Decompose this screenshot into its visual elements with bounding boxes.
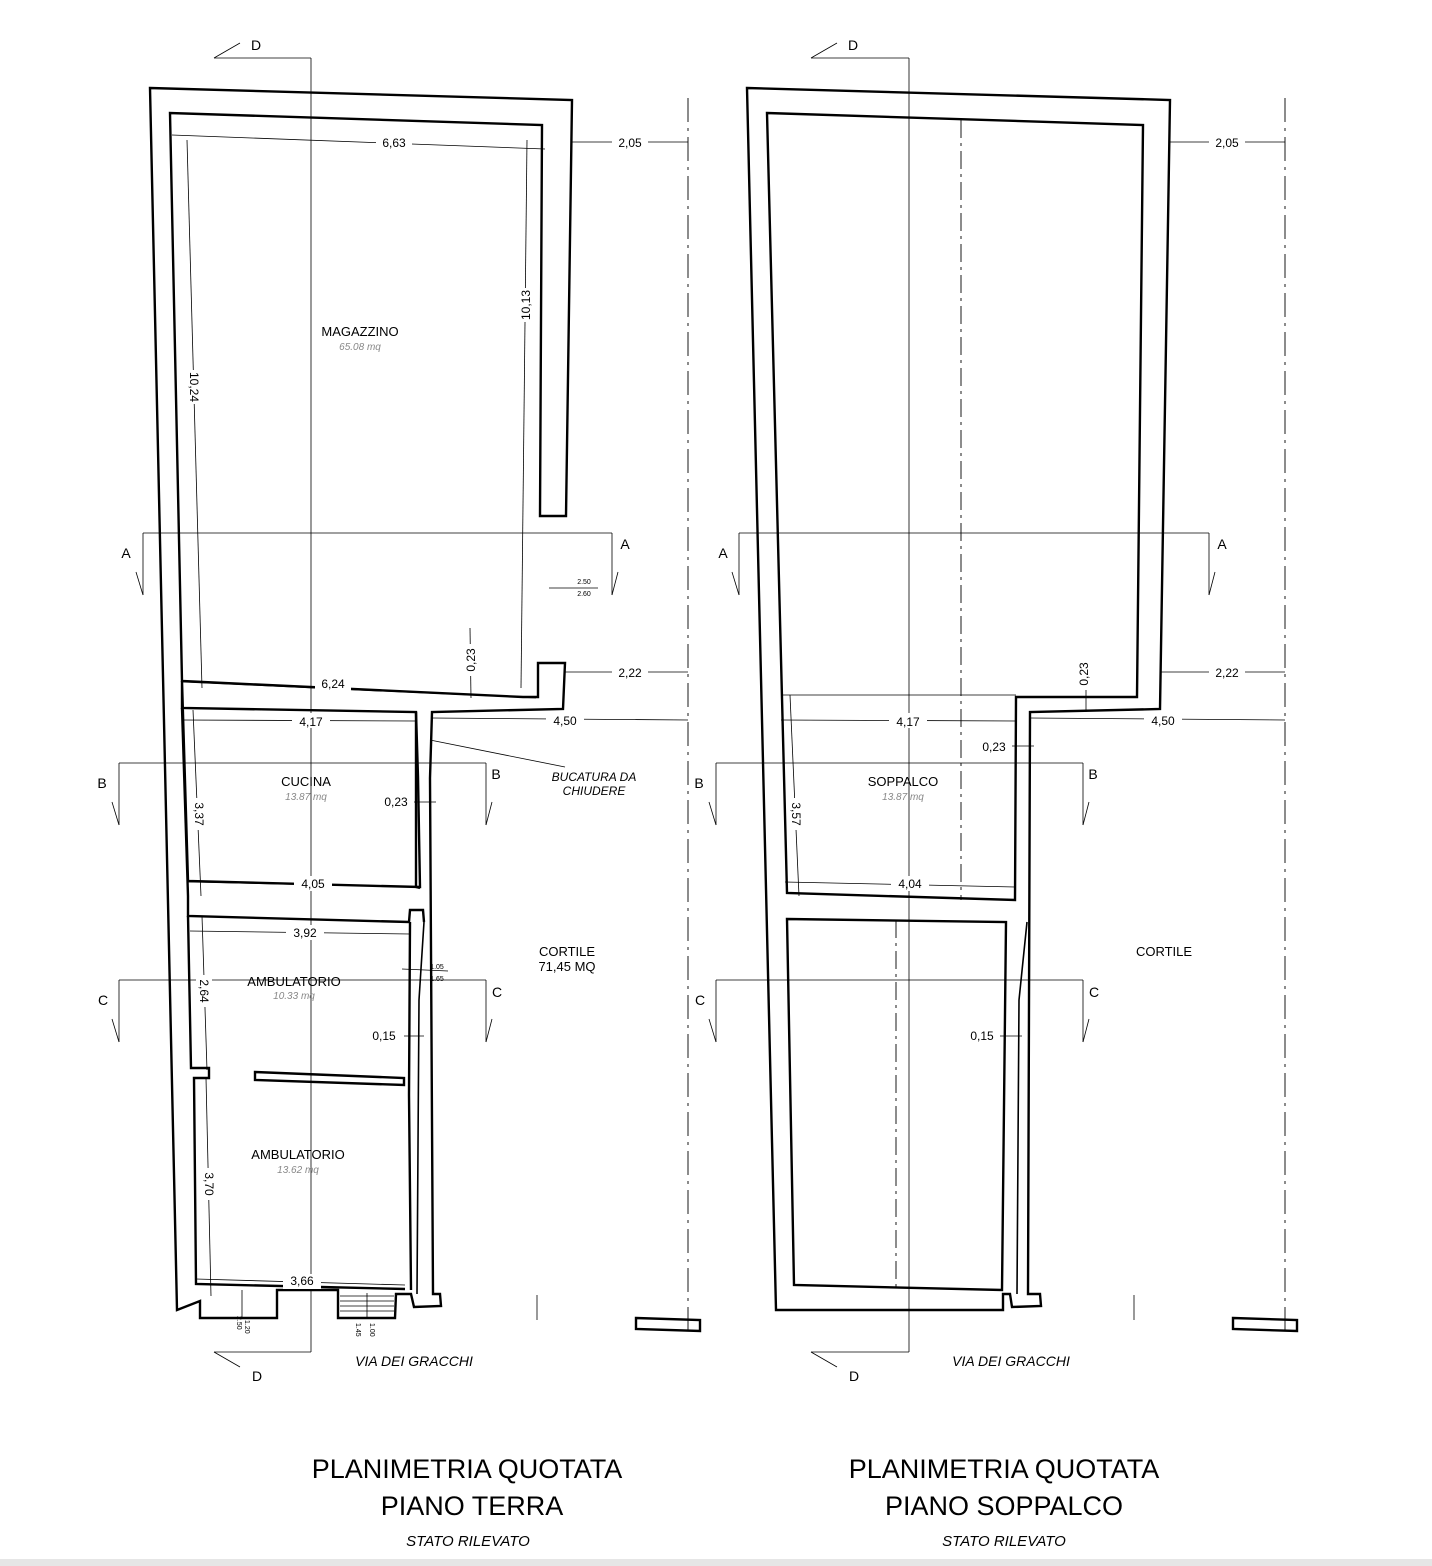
svg-text:0,23: 0,23 <box>1077 662 1091 686</box>
svg-text:0,23: 0,23 <box>464 648 478 672</box>
outer-wall <box>150 88 572 1318</box>
svg-text:0,15: 0,15 <box>970 1029 994 1043</box>
svg-text:13.62 mq: 13.62 mq <box>277 1165 319 1176</box>
section-d-label-bottom: D <box>251 1368 263 1384</box>
svg-text:3,66: 3,66 <box>290 1274 314 1288</box>
room-soppalco: SOPPALCO <box>867 774 939 789</box>
svg-text:1.00: 1.00 <box>368 1323 375 1337</box>
street-name: VIA DEI GRACCHI <box>952 1353 1070 1369</box>
svg-text:1.45: 1.45 <box>354 1323 361 1337</box>
svg-text:D: D <box>847 37 859 53</box>
svg-text:B: B <box>491 766 501 782</box>
svg-text:B: B <box>97 775 107 791</box>
svg-text:13.87 mq: 13.87 mq <box>285 792 327 803</box>
svg-text:65.08 mq: 65.08 mq <box>339 342 381 353</box>
svg-text:10.33 mq: 10.33 mq <box>273 991 315 1002</box>
dimension-texts <box>789 134 1245 1043</box>
svg-text:B: B <box>694 775 704 791</box>
svg-text:2,64: 2,64 <box>197 979 211 1003</box>
svg-text:4,05: 4,05 <box>301 877 325 891</box>
section-a-marker <box>718 533 1227 595</box>
svg-text:C: C <box>694 992 706 1008</box>
partition-wall <box>255 1072 404 1085</box>
svg-text:3,37: 3,37 <box>192 802 206 826</box>
svg-text:C: C <box>1088 984 1100 1000</box>
street-name: VIA DEI GRACCHI <box>355 1353 473 1369</box>
svg-text:0,15: 0,15 <box>372 1029 396 1043</box>
room-ambulatorio-1: AMBULATORIO <box>247 974 341 989</box>
svg-text:6,24: 6,24 <box>321 677 345 691</box>
section-d-label-top: D <box>250 37 262 53</box>
svg-text:A: A <box>718 545 728 561</box>
plan1-subtitle: STATO RILEVATO <box>406 1533 530 1550</box>
plan-piano-terra <box>97 37 700 1384</box>
section-d-marker <box>811 37 909 1384</box>
svg-text:4,17: 4,17 <box>896 715 920 729</box>
room-ambulatorio-2: AMBULATORIO <box>251 1147 345 1162</box>
svg-text:1.65: 1.65 <box>430 976 444 983</box>
neighbour-wall <box>1233 1318 1297 1331</box>
svg-text:4,17: 4,17 <box>299 715 323 729</box>
svg-text:10,13: 10,13 <box>519 289 533 321</box>
plan2-subtitle: STATO RILEVATO <box>942 1533 1066 1550</box>
svg-text:2,05: 2,05 <box>618 136 642 150</box>
svg-text:B: B <box>1088 766 1098 782</box>
svg-text:D: D <box>848 1368 860 1384</box>
svg-text:A: A <box>1217 536 1227 552</box>
svg-text:3,57: 3,57 <box>789 802 803 826</box>
svg-text:3,70: 3,70 <box>202 1172 216 1196</box>
svg-text:71,45 MQ: 71,45 MQ <box>538 959 596 974</box>
svg-text:A: A <box>620 536 630 552</box>
note-bucatura: BUCATURA DA <box>551 770 637 784</box>
section-c-marker <box>695 980 1099 1042</box>
svg-text:4,50: 4,50 <box>1151 714 1175 728</box>
plan2-title-line2: PIANO SOPPALCO <box>884 1491 1124 1521</box>
svg-text:4,04: 4,04 <box>898 877 922 891</box>
plan1-title-line1: PLANIMETRIA QUOTATA <box>311 1454 623 1484</box>
neighbour-wall <box>636 1318 700 1331</box>
room-cortile: CORTILE <box>538 944 596 959</box>
lower-opening <box>787 919 1006 1290</box>
svg-text:2,05: 2,05 <box>1215 136 1239 150</box>
svg-text:2,22: 2,22 <box>618 666 642 680</box>
svg-text:1.20: 1.20 <box>243 1320 250 1334</box>
svg-text:6,63: 6,63 <box>382 136 406 150</box>
svg-text:C: C <box>491 984 503 1000</box>
plan-piano-soppalco <box>694 37 1297 1384</box>
svg-text:2,22: 2,22 <box>1215 666 1239 680</box>
room-cortile: CORTILE <box>1135 944 1193 959</box>
svg-text:2.50: 2.50 <box>577 579 591 586</box>
svg-text:A: A <box>121 545 131 561</box>
svg-text:3,92: 3,92 <box>293 926 317 940</box>
room-magazzino: MAGAZZINO <box>321 324 399 339</box>
svg-text:CHIUDERE: CHIUDERE <box>562 784 626 798</box>
outer-wall <box>747 88 1170 1310</box>
room-cucina: CUCINA <box>281 774 331 789</box>
svg-text:1.05: 1.05 <box>430 964 444 971</box>
titles <box>312 1454 1160 1550</box>
mezzanine-opening <box>767 113 1143 900</box>
dimension-lines <box>172 135 688 1318</box>
svg-text:C: C <box>97 992 109 1008</box>
plan2-title-line1: PLANIMETRIA QUOTATA <box>848 1454 1160 1484</box>
svg-text:4,50: 4,50 <box>553 714 577 728</box>
bottom-strip <box>0 1559 1432 1566</box>
svg-text:0,23: 0,23 <box>384 795 408 809</box>
svg-text:2.50: 2.50 <box>235 1316 242 1330</box>
plan1-title-line2: PIANO TERRA <box>380 1491 564 1521</box>
room-labels <box>247 324 636 1369</box>
svg-text:10,24: 10,24 <box>187 371 201 403</box>
section-c-marker <box>98 980 502 1042</box>
svg-text:2.60: 2.60 <box>577 591 591 598</box>
svg-text:13.87 mq: 13.87 mq <box>882 792 924 803</box>
svg-text:0,23: 0,23 <box>982 740 1006 754</box>
